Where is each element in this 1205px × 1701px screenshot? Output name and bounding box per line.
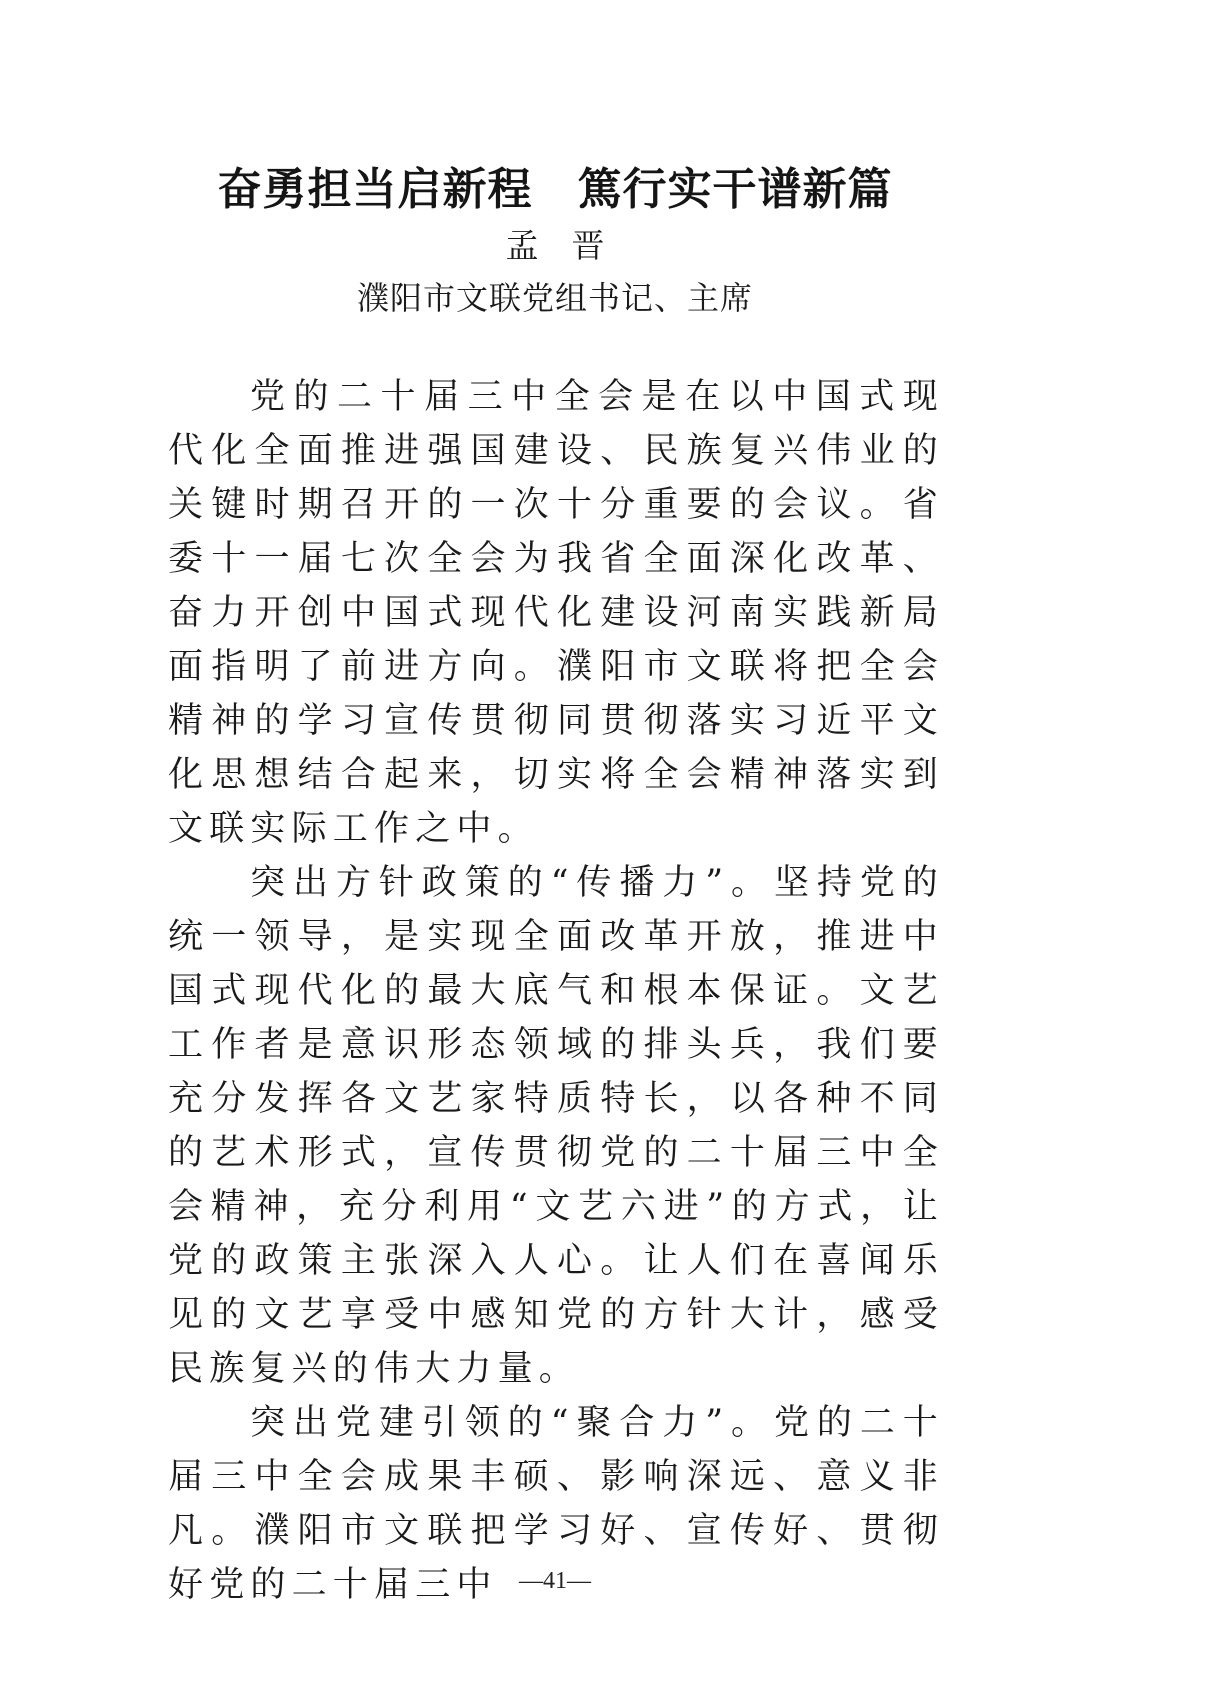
article-body (168, 370, 944, 1612)
paragraph: 突出方针政策的“传播力”。坚持党的统一领导，是实现全面改革开放，推进中国式现代化的最大底气和根本保证。文艺工作者是意识形态领域的排头兵，我们要充分发挥各文艺家特质特长，以各种不同的艺术形式，宣传贯彻党的二十届三中全会精神，充分利用“文艺六进”的方式，让党的政策主张深入人心。让人们在喜闻乐见的文艺享受中感知党的方针大计，感受民族复兴的伟大力量。 (168, 863, 944, 1389)
paragraph: 突出党建引领的“聚合力”。党的二十届三中全会成果丰硕、影响深远、意义非凡。濮阳市文联把学习好、宣传好、贯彻好党的二十届三中 (168, 1403, 944, 1605)
paragraph: 党的二十届三中全会是在以中国式现代化全面推进强国建设、民族复兴伟业的关键时期召开的一次十分重要的会议。省委十一届七次全会为我省全面深化改革、奋力开创中国式现代化建设河南实践新局面指明了前进方向。濮阳市文联将把全会精神的学习宣传贯彻同贯彻落实习近平文化思想结合起来，切实将全会精神落实到文联实际工作之中。 (168, 377, 944, 849)
page-number: —41— (519, 1568, 591, 1594)
author-name: 孟 晋 (505, 226, 605, 265)
article-title: 奋勇担当启新程 篤行实干谱新篇 (217, 164, 893, 215)
author-affiliation: 濮阳市文联党组书记、主席 (356, 279, 753, 317)
